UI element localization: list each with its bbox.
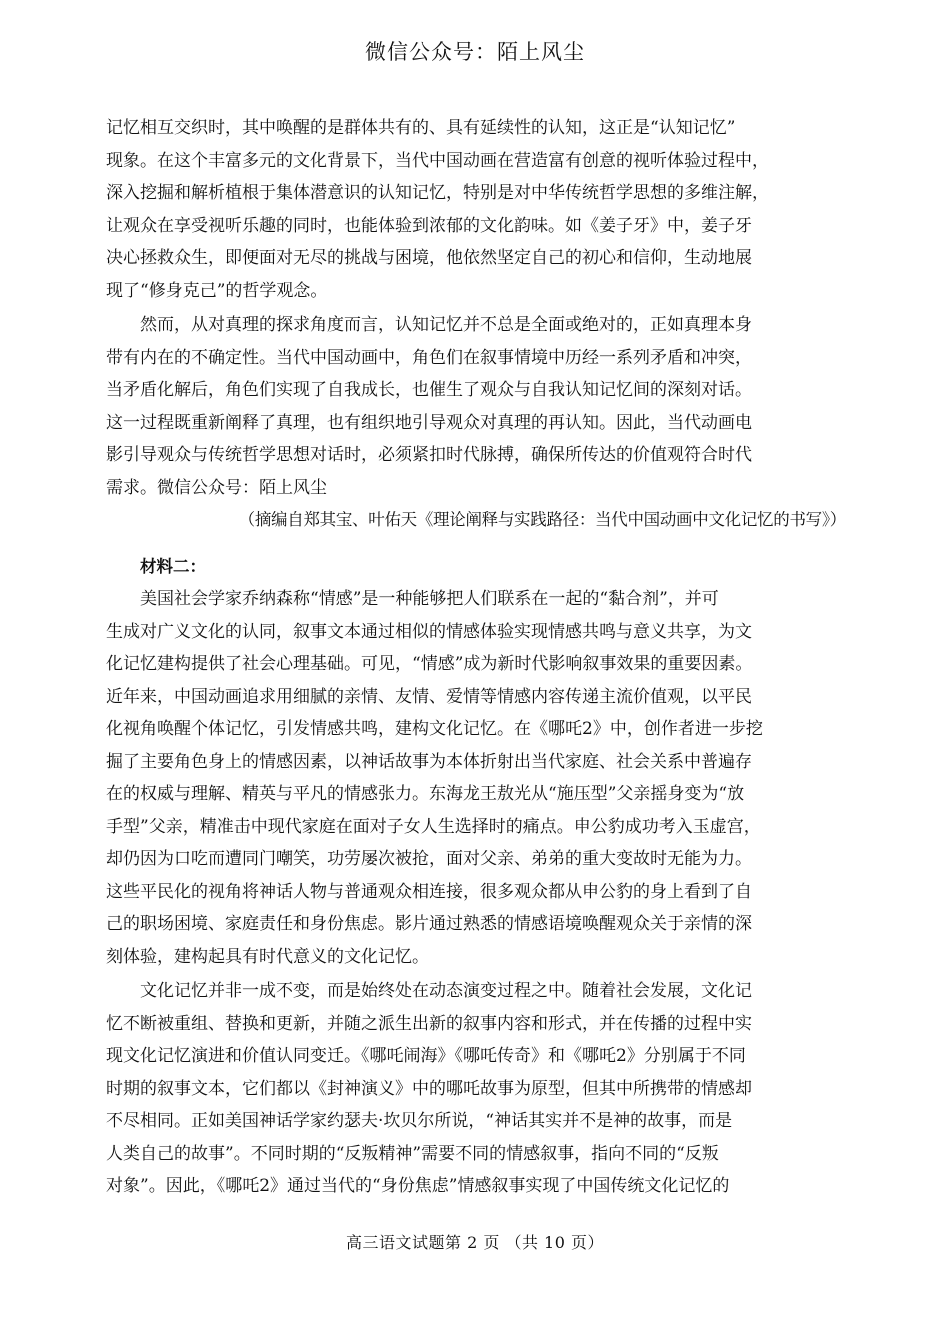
page-header-title: 微信公众号：陌上风尘 bbox=[365, 40, 585, 64]
page-footer-number: 高三语文试题第 2 页 （共 10 页） bbox=[346, 1233, 604, 1252]
material-two-paragraph-two: 文化记忆并非一成不变，而是始终处在动态演变过程之中。随着社会发展，文化记 忆不断被重组、替换和更新，并随之派生出新的叙事内容和形式，并在传播的过程中实 现文化记忆演进和价值认同变迁。《哪吒闹海》《哪吒传奇》和《哪吒2》分别属于不同 时期的叙事文本，它们都以《封神演义》中的哪吒故事为原型，但其中所携带的情感却 不尽相同。正如美国神话学家约瑟夫·坎贝尔所说，“神话其实并不是神的故事，而是 人类自己的故事”。不同时期的“反叛精神”需要不同的情感叙事，指向不同的“反叛 对象”。因此，《哪吒2》通过当代的“身份焦虑”情感叙事实现了中国传统文化记忆的 bbox=[106, 981, 752, 1196]
material-one-citation: （摘编自郑其宝、叶佑天《理论阐释与实践路径：当代中国动画中文化记忆的书写》） bbox=[238, 510, 846, 529]
material-one-paragraph-two: 然而，从对真理的探求角度而言，认知记忆并不总是全面或绝对的，正如真理本身 带有内在的不确定性。当代中国动画中，角色们在叙事情境中历经一系列矛盾和冲突， 当矛盾化解后，角色们实现了自我成长，也催生了观众与自我认知记忆间的深刻对话。 这一过程既重新阐释了真理，也有组织地引导观众对真理的再认知。因此，当代动画电 影引导观众与传统哲学思想对话时，必须紧扣时代脉搏，确保所传达的价值观符合时代 需求。微信公众号：陌上风尘 bbox=[106, 315, 752, 498]
document-body bbox=[106, 112, 846, 1203]
material-two-heading: 材料二： bbox=[140, 556, 206, 576]
material-one-paragraph-continued: 记忆相互交织时，其中唤醒的是群体共有的、具有延续性的认知，这正是“认知记忆” 现象。在这个丰富多元的文化背景下，当代中国动画在营造富有创意的视听体验过程中， 深入挖掘和解析植根于集体潜意识的认知记忆，特别是对中华传统哲学思想的多维注解， 让观众在享受视听乐趣的同时，也能体验到浓郁的文化韵味。如《姜子牙》中，姜子牙 决心拯救众生，即便面对无尽的挑战与困境，他依然坚定自己的初心和信仰，生动地展 现了“修身克己”的哲学观念。 bbox=[106, 118, 769, 301]
material-two-paragraph-one: 美国社会学家乔纳森称“情感”是一种能够把人们联系在一起的“黏合剂”，并可 生成对广义文化的认同，叙事文本通过相似的情感体验实现情感共鸣与意义共享，为文 化记忆建构提供了社会心理基础。可见，“情感”成为新时代影响叙事效果的重要因素。 近年来，中国动画追求用细腻的亲情、友情、爱情等情感内容传递主流价值观，以平民 化视角唤醒个体记忆，引发情感共鸣，建构文化记忆。在《哪吒2》中，创作者进一步挖 掘了主要角色身上的情感因素，以神话故事为本体折射出当代家庭、社会关系中普遍存 在的权威与理解、精英与平凡的情感张力。东海龙王敖光从“施压型”父亲摇身变为“放 手型”父亲，精准击中现代家庭在面对子女人生选择时的痛点。申公豹成功考入玉虚宫， 却仍因为口吃而遭同门嘲笑，功劳屡次被抢，面对父亲、弟弟的重大变故时无能为力。 这些平民化的视角将神话人物与普通观众相连接，很多观众都从申公豹的身上看到了自 己的职场困境、家庭责任和身份焦虑。影片通过熟悉的情感语境唤醒观众关于亲情的深 刻体验，建构起具有时代意义的文化记忆。 bbox=[106, 589, 763, 967]
